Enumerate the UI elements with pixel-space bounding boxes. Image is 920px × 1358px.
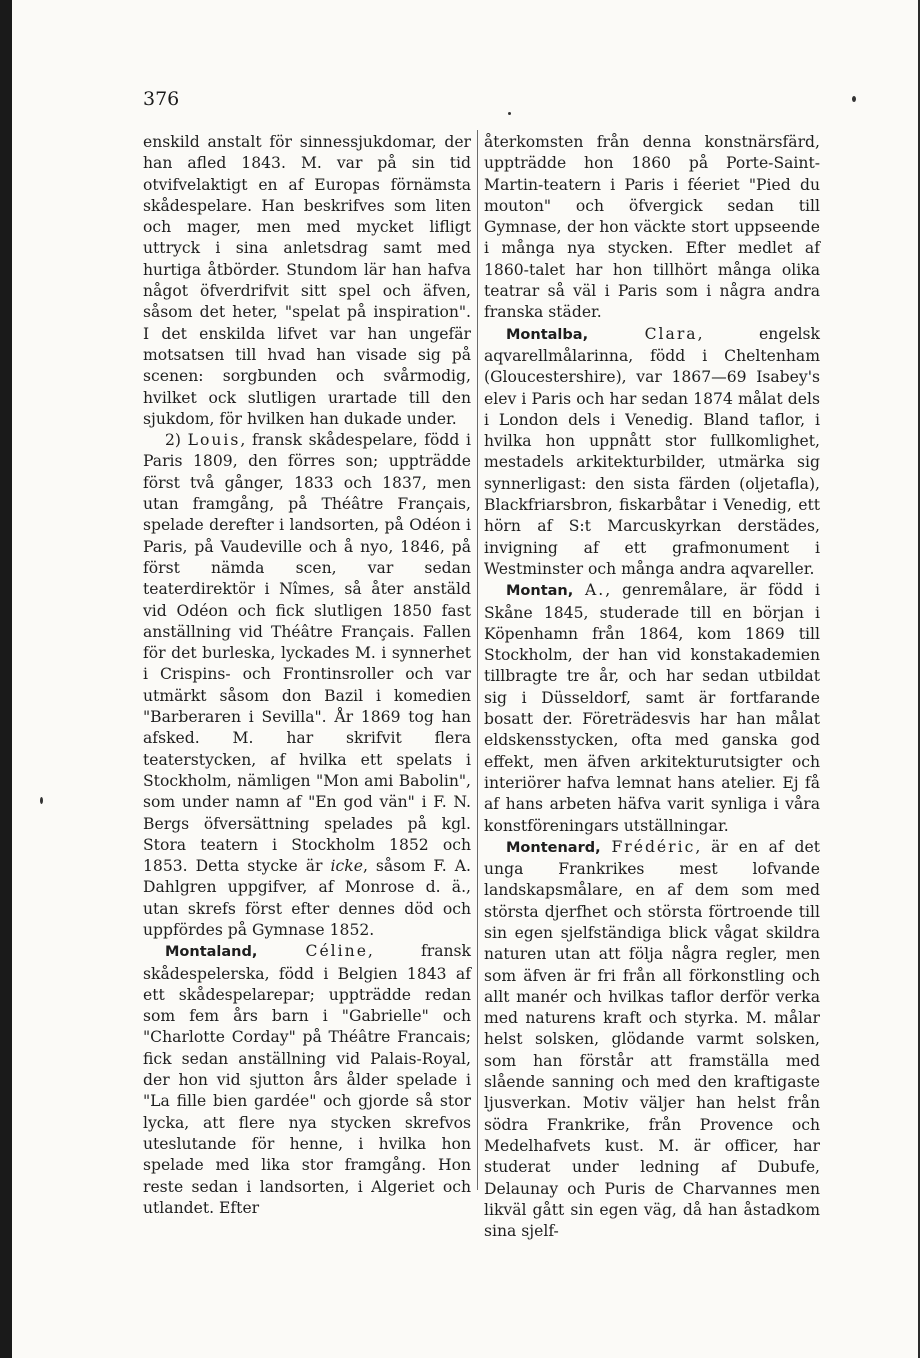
- print-speck: [852, 96, 856, 102]
- print-speck: [508, 112, 511, 115]
- entry-montenard: [484, 837, 820, 1243]
- paragraph-continuation: återkomsten från denna konstnärsfärd, uppträdde hon 1860 på Porte-Saint-Martin-teatern i Paris i féeriet "Pied du mouton" och öfvergick sedan till Gymnase, der hon väckte stort uppseende i många nya stycken. Efter medlet af 1860-talet har hon tillhört många olika teatrar så väl i Paris som i några andra franska städer.: [484, 133, 820, 322]
- entry-headword: Montenard,: [506, 839, 601, 856]
- column-divider: [477, 130, 478, 1190]
- entry-louis: [143, 430, 471, 941]
- entry-montan: [484, 580, 820, 837]
- print-speck: [40, 797, 43, 804]
- page-number: 376: [143, 88, 180, 110]
- left-column: [143, 132, 471, 1219]
- entry-name: A.: [585, 581, 606, 600]
- emphasis: icke: [330, 857, 363, 876]
- entry-body: , är en af det unga Frankrikes mest lofvande landskapsmålare, en af dem som med största djerfhet och största förtroende till sin egen sjelfständiga blick vågat skildra naturen utan att följa några regler, men som äfven är fri från all förkonstling och allt manér och hvilkas taflor derför verka med naturens kraft och styrka. M. målar helst solsken, glödande varmt solsken, som han förstår att framställa med slående sanning och med den kraftigaste ljusverkan. Motiv väljer han helst från södra Frankrike, från Provence och Medelhafvets kust. M. är officer, har studerat under ledning af Dubufe, Delaunay och Puris de Charvannes men likväl gått sin egen väg, då han åstadkom sina sjelf-: [484, 837, 820, 1241]
- entry-headword: Montalba,: [506, 326, 589, 343]
- entry-number: 2): [165, 431, 188, 450]
- entry-name: Louis: [187, 431, 241, 450]
- entry-headword: Montan,: [506, 583, 574, 600]
- right-column: [484, 132, 820, 1242]
- paragraph-continuation: enskild anstalt för sinnessjukdomar, der han afled 1843. M. var på sin tid otvifvelaktigt en af Europas förnämsta skådespelare. Han beskrifves som liten och mager, men med mycket lifligt uttryck i sina anletsdrag samt med hurtiga åtbörder. Stundom lär han hafva något öfverdrifvit sitt spel och äfven, såsom det heter, "spelat på inspiration". I det enskilda lifvet var han ungefär motsatsen till hvad han visade sig på scenen: sorgbunden och svårmodig, hvilket ock slutligen urartade till den sjukdom, för hvilken han dukade under.: [143, 133, 471, 428]
- entry-body: , fransk skådespelare, född i Paris 1809, den förres son; uppträdde först två gånger, 1833 och 1837, men utan framgång, på Théâtre Français, spelade derefter i landsorten, på Odéon i Paris, på Vaudeville och å nyo, 1846, på först nämda scen, var sedan teaterdirektör i Nîmes, så åter anstäld vid Odéon och fick slutligen 1850 fast anställning vid Théâtre Français. Fallen för det burleska, lyckades M. i synnerhet i Crispins- och Frontinsroller och var utmärkt såsom don Bazil i komedien "Barberaren i Sevilla". År 1869 tog han afsked. M. har skrifvit flera teaterstycken, af hvilka ett spelats i Stockholm, nämligen "Mon ami Babolin", som under namn af "En god vän" i F. N. Bergs öfversättning spelades på kgl. Stora teatern i Stockholm 1852 och 1853. Detta stycke är: [143, 431, 471, 876]
- entry-body: , genremålare, är född i Skåne 1845, studerade till en början i Köpenhamn från 1864, kom 1869 till Stockholm, der han vid konstakademien tillbragte tre år, och har sedan utbildat sig i Düsseldorf, samt är fortfarande bosatt der. Företrädesvis har han målat eldskensstycken, ofta med ganska god effekt, men äfven arkitekturutsigter och interiörer hafva lemnat hans atelier. Ej få af hans arbeten häfva varit synliga i våra konstföreningars utställningar.: [484, 581, 820, 835]
- entry-montalba: [484, 324, 820, 581]
- entry-montaland: [143, 941, 471, 1219]
- entry-body: , fransk skådespelerska, född i Belgien 1843 af ett skådespelarepar; uppträdde redan som fem års barn i "Gabrielle" och "Charlotte Corday" på Théâtre Francais; fick sedan anställning vid Palais-Royal, der hon vid sjutton års ålder spelade i "La fille bien gardée" och gjorde så stor lycka, att flere nya stycken skrefvos uteslutande för henne, i hvilka hon spelade med lika stor framgång. Hon reste sedan i landsorten, i Algeriet och utlandet. Efter: [143, 942, 471, 1217]
- entry-body-tail: , såsom F. A. Dahlgren uppgifver, af Monrose d. ä., utan skrefs först efter dennes död och uppfördes på Gymnase 1852.: [143, 857, 471, 939]
- entry-name: Frédéric: [611, 837, 696, 856]
- entry-headword: Montaland,: [165, 944, 258, 961]
- entry-name: Céline: [305, 942, 368, 961]
- scan-border-left: [0, 0, 12, 1358]
- entry-name: Clara: [644, 324, 698, 343]
- entry-body: , engelsk aqvarellmålarinna, född i Cheltenham (Gloucestershire), var 1867—69 Isabey's elev i Paris och har sedan 1874 målat dels i London dels i Venedig. Bland taflor, i hvilka hon uppnått stor fullkomlighet, mestadels arkitekturbilder, utmärka sig synnerligast: den sista färden (oljetafla), Blackfriarsbron, fiskarbåtar i Venedig, ett hörn af S:t Marcuskyrkan derstädes, invigning af ett grafmonument i Westminster och många andra aqvareller.: [484, 324, 820, 578]
